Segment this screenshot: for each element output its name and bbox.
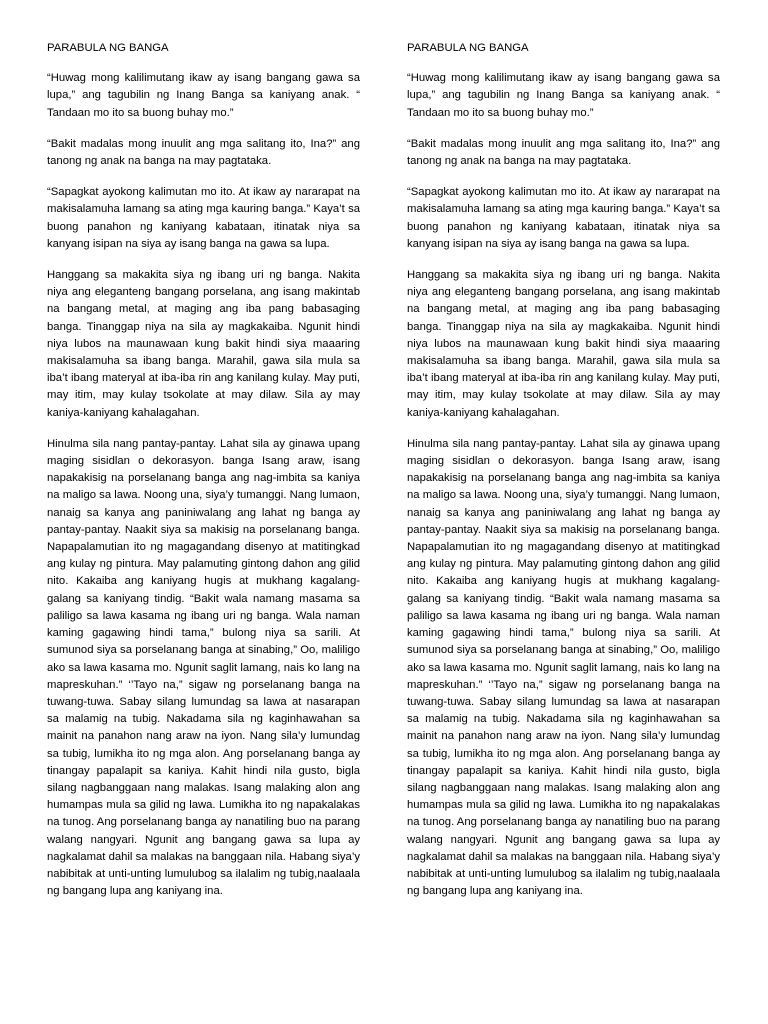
paragraph-3: “Sapagkat ayokong kalimutan mo ito. At ikaw ay nararapat na makisalamuha lamang sa ating mga kauring banga.” Kaya’t sa buong panahon ng kaniyang kabataan, itinatak niya sa kanyang isipan na siya ay isang banga na gawa sa lupa.: [47, 186, 360, 250]
paragraph-5-copy: Hinulma sila nang pantay-pantay. Lahat sila ay ginawa upang maging sisidlan o dekorasyon. banga Isang araw, isang napakakisig na porselanang banga ang nag-imbita sa kaniya na maligo sa lawa. Noong una, siya’y tumanggi. Nang lumaon, nanaig sa kanya ang paniniwalang ang lahat ng banga ay pantay-pantay. Naakit siya sa makisig na porselanang banga. Napapalamutian ito ng magagandang disenyo at matitingkad ang kulay ng pintura. May palamuting gintong dahon ang gilid nito. Kakaiba ang kaniyang hugis at mukhang kagalang-galang sa kaniyang tindig. “Bakit wala namang masama sa paliligo sa lawa kasama ng ibang uri ng banga. Wala naman kaming gagawing hindi tama,” bulong niya sa sarili. At sumunod siya sa porselanang banga at sinabing,” Oo, maliligo ako sa lawa kasama mo. Ngunit saglit lamang, nais ko lang na mapreskuhan.” ‘’Tayo na,” sigaw ng porselanang banga na tuwang-tuwa. Sabay silang lumundag sa lawa at nasarapan sa malamig na tubig. Nakadama sila ng kaginhawahan sa mainit na panahon nang araw na iyon. Nang sila’y lumundag sa tubig, lumikha ito ng mga alon. Ang porselanang banga ay tinangay papalapit sa kaniya. Kahit hindi nila gusto, bigla silang nagbanggaan nang malakas. Isang malaking alon ang humampas mula sa gilid ng lawa. Lumikha ito ng napakalakas na tunog. Ang porselanang banga ay nanatiling buo na parang walang nangyari. Ngunit ang bangang gawa sa lupa ay nagkalamat dahil sa malakas na banggaan nila. Habang siya’y nabibitak at unti-unting lumulubog sa ilalalim ng tubig,naalaala ng bangang lupa ang kaniyang ina.: [407, 437, 720, 898]
paragraph-5: Hinulma sila nang pantay-pantay. Lahat sila ay ginawa upang maging sisidlan o dekorasyon. banga Isang araw, isang napakakisig na porselanang banga ang nag-imbita sa kaniya na maligo sa lawa. Noong una, siya’y tumanggi. Nang lumaon, nanaig sa kanya ang paniniwalang ang lahat ng banga ay pantay-pantay. Naakit siya sa makisig na porselanang banga. Napapalamutian ito ng magagandang disenyo at matitingkad ang kulay ng pintura. May palamuting gintong dahon ang gilid nito. Kakaiba ang kaniyang hugis at mukhang kagalang-galang sa kaniyang tindig. “Bakit wala namang masama sa paliligo sa lawa kasama ng ibang uri ng banga. Wala naman kaming gagawing hindi tama,” bulong niya sa sarili. At sumunod siya sa porselanang banga at sinabing,” Oo, maliligo ako sa lawa kasama mo. Ngunit saglit lamang, nais ko lang na mapreskuhan.” ‘’Tayo na,” sigaw ng porselanang banga na tuwang-tuwa. Sabay silang lumundag sa lawa at nasarapan sa malamig na tubig. Nakadama sila ng kaginhawahan sa mainit na panahon nang araw na iyon. Nang sila’y lumundag sa tubig, lumikha ito ng mga alon. Ang porselanang banga ay tinangay papalapit sa kaniya. Kahit hindi nila gusto, bigla silang nagbanggaan nang malakas. Isang malaking alon ang humampas mula sa gilid ng lawa. Lumikha ito ng napakalakas na tunog. Ang porselanang banga ay nanatiling buo na parang walang nangyari. Ngunit ang bangang gawa sa lupa ay nagkalamat dahil sa malakas na banggaan nila. Habang siya’y nabibitak at unti-unting lumulubog sa ilalalim ng tubig,naalaala ng bangang lupa ang kaniyang ina.: [47, 437, 360, 898]
paragraph-1-copy: “Huwag mong kalilimutang ikaw ay isang bangang gawa sa lupa,” ang tagubilin ng Inang Banga sa kaniyang anak. “ Tandaan mo ito sa buong buhay mo.”: [407, 72, 720, 119]
paragraph-1: “Huwag mong kalilimutang ikaw ay isang bangang gawa sa lupa,” ang tagubilin ng Inang Banga sa kaniyang anak. “ Tandaan mo ito sa buong buhay mo.”: [47, 72, 360, 119]
paragraph-4-copy: Hanggang sa makakita siya ng ibang uri ng banga. Nakita niya ang eleganteng bangang porselana, ang isang makintab na bangang metal, at maging ang iba pang babasaging banga. Tinanggap niya na sila ay magkakaiba. Ngunit hindi niya lubos na maunawaan kung bakit hindi siya maaaring makisalamuha sa ibang banga. Marahil, gawa sila mula sa iba’t ibang materyal at iba-iba rin ang kanilang kulay. May puti, may itim, may kulay tsokolate at may dilaw. Sila ay may kaniya-kaniyang kahalagahan.: [407, 269, 720, 419]
paragraph-3-copy: “Sapagkat ayokong kalimutan mo ito. At ikaw ay nararapat na makisalamuha lamang sa ating mga kauring banga.” Kaya’t sa buong panahon ng kaniyang kabataan, itinatak niya sa kanyang isipan na siya ay isang banga na gawa sa lupa.: [407, 186, 720, 250]
left-column: [47, 40, 360, 914]
right-column: [407, 40, 720, 914]
document-title: PARABULA NG BANGA: [47, 42, 169, 54]
paragraph-2: “Bakit madalas mong inuulit ang mga salitang ito, Ina?” ang tanong ng anak na banga na may pagtataka.: [47, 137, 360, 168]
paragraph-2-copy: “Bakit madalas mong inuulit ang mga salitang ito, Ina?” ang tanong ng anak na banga na may pagtataka.: [407, 137, 720, 168]
document-title-copy: PARABULA NG BANGA: [407, 42, 529, 54]
paragraph-4: Hanggang sa makakita siya ng ibang uri ng banga. Nakita niya ang eleganteng bangang porselana, ang isang makintab na bangang metal, at maging ang iba pang babasaging banga. Tinanggap niya na sila ay magkakaiba. Ngunit hindi niya lubos na maunawaan kung bakit hindi siya maaaring makisalamuha sa ibang banga. Marahil, gawa sila mula sa iba’t ibang materyal at iba-iba rin ang kanilang kulay. May puti, may itim, may kulay tsokolate at may dilaw. Sila ay may kaniya-kaniyang kahalagahan.: [47, 269, 360, 419]
